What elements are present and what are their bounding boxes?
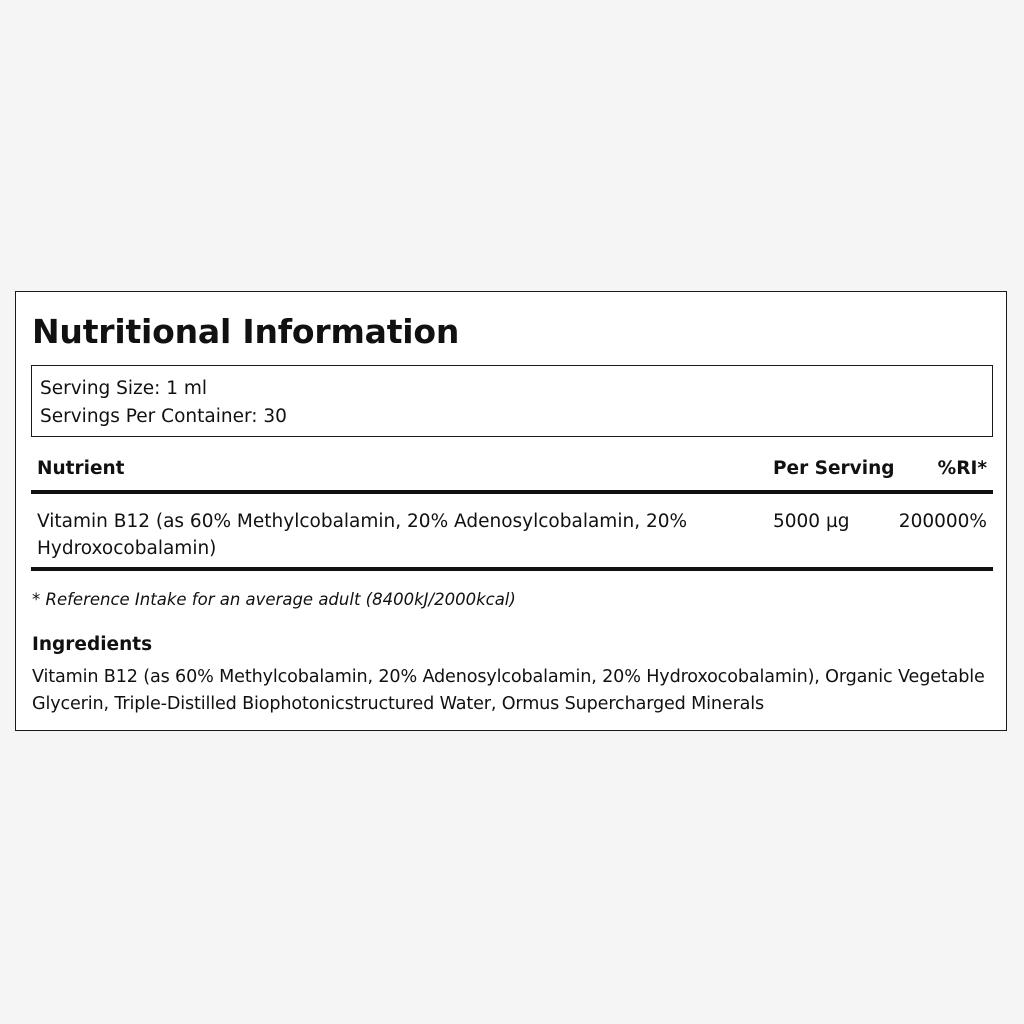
nutrition-label-panel (15, 291, 1007, 731)
serving-info-box (31, 365, 993, 437)
ri-value: 200000% (898, 511, 987, 532)
table-row (31, 494, 993, 571)
serving-size: Serving Size: 1 ml (40, 378, 208, 399)
table-header-row (31, 454, 993, 494)
ingredients-heading: Ingredients (32, 634, 153, 655)
header-per-serving: Per Serving (773, 458, 895, 479)
servings-per-container: Servings Per Container: 30 (40, 406, 287, 427)
nutrient-table (31, 454, 993, 571)
reference-intake-footnote: * Reference Intake for an average adult (8400kJ/2000kcal) (32, 590, 516, 609)
ingredients-text: Vitamin B12 (as 60% Methylcobalamin, 20% Adenosylcobalamin, 20% Hydroxocobalamin), Organic Vegetable Glycerin, Triple-Distilled Biophotonicstructured Water, Ormus Supercharged Minerals (32, 667, 985, 714)
header-ri: %RI* (937, 458, 987, 479)
nutrient-name: Vitamin B12 (as 60% Methylcobalamin, 20% Adenosylcobalamin, 20% Hydroxocobalamin) (37, 511, 688, 559)
page-title: Nutritional Information (32, 312, 460, 351)
per-serving-value: 5000 µg (773, 511, 850, 532)
header-nutrient: Nutrient (37, 458, 125, 479)
